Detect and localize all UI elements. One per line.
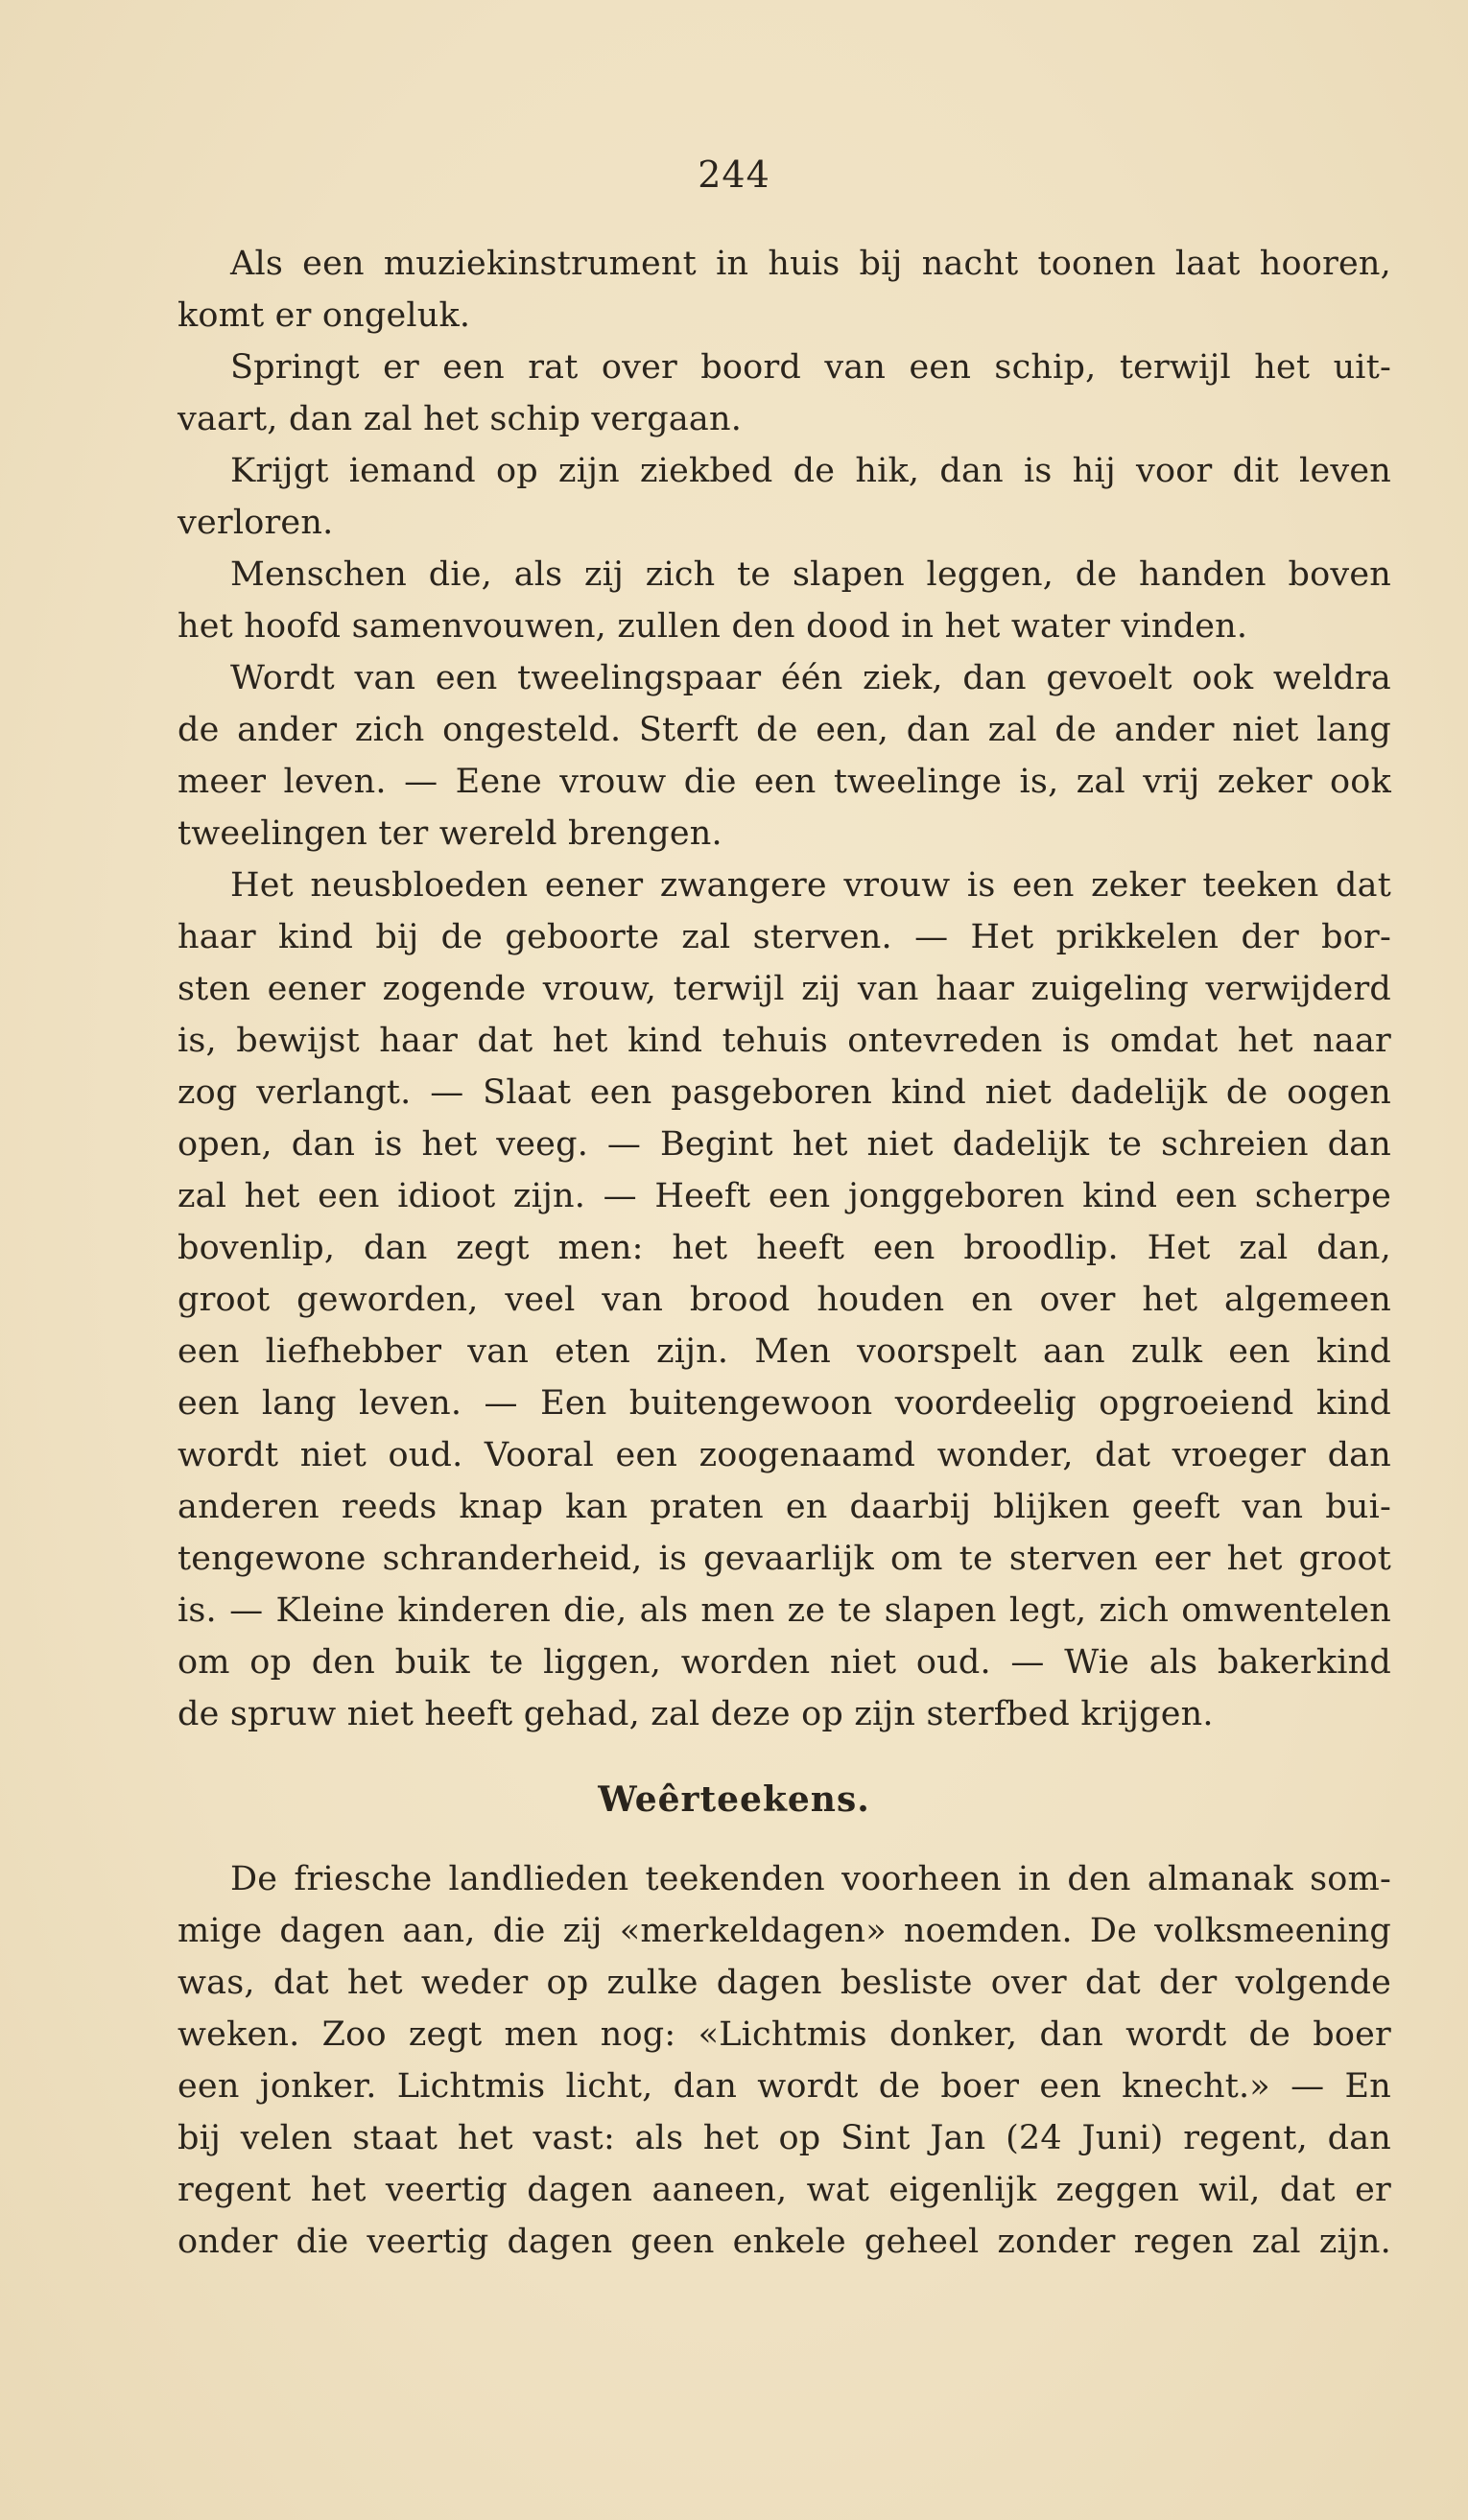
- text-line: een jonker. Lichtmis licht, dan wordt de boer een knecht.» — En: [178, 2067, 1391, 2106]
- text-line: De friesche landlieden teekenden voorheen in den almanak som-: [230, 1860, 1391, 1898]
- body-text-section-2: [178, 1853, 1391, 2268]
- text-line: komt er ongeluk.: [178, 296, 471, 335]
- text-line: regent het veertig dagen aaneen, wat eigenlijk zeggen wil, dat er: [178, 2171, 1391, 2209]
- text-line: groot geworden, veel van brood houden en over het algemeen: [178, 1281, 1391, 1319]
- text-line: tweelingen ter wereld brengen.: [178, 814, 722, 853]
- text-line: is, bewijst haar dat het kind tehuis ontevreden is omdat het naar: [178, 1022, 1391, 1060]
- text-line: zog verlangt. — Slaat een pasgeboren kind niet dadelijk de oogen: [178, 1073, 1391, 1112]
- text-line: meer leven. — Eene vrouw die een tweelinge is, zal vrij zeker ook: [178, 763, 1391, 801]
- text-line: vaart, dan zal het schip vergaan.: [178, 400, 743, 438]
- text-line: tengewone schranderheid, is gevaarlijk om te sterven eer het groot: [178, 1540, 1391, 1578]
- text-line: is. — Kleine kinderen die, als men ze te slapen legt, zich omwentelen: [178, 1591, 1391, 1630]
- text-line: wordt niet oud. Vooral een zoogenaamd wonder, dat vroeger dan: [178, 1436, 1391, 1474]
- text-line: Menschen die, als zij zich te slapen leggen, de handen boven: [230, 555, 1391, 594]
- text-line: de ander zich ongesteld. Sterft de een, dan zal de ander niet lang: [178, 711, 1391, 749]
- body-text-section-1: [178, 238, 1391, 1740]
- text-line: om op den buik te liggen, worden niet oud. — Wie als bakerkind: [178, 1643, 1391, 1682]
- text-line: Het neusbloeden eener zwangere vrouw is een zeker teeken dat: [230, 866, 1391, 905]
- text-line: open, dan is het veeg. — Begint het niet dadelijk te schreien dan: [178, 1125, 1391, 1164]
- section-heading: Weêrteekens.: [598, 1779, 870, 1820]
- text-line: weken. Zoo zegt men nog: «Lichtmis donker, dan wordt de boer: [178, 2015, 1391, 2054]
- text-line: sten eener zogende vrouw, terwijl zij van haar zuigeling verwijderd: [178, 970, 1391, 1008]
- text-line: de spruw niet heeft gehad, zal deze op zijn sterfbed krijgen.: [178, 1695, 1214, 1733]
- text-line: het hoofd samenvouwen, zullen den dood in het water vinden.: [178, 607, 1248, 646]
- text-line: was, dat het weder op zulke dagen besliste over dat der volgende: [178, 1964, 1391, 2002]
- text-line: verloren.: [178, 504, 334, 542]
- page-number: 244: [698, 153, 770, 196]
- text-line: anderen reeds knap kan praten en daarbij blijken geeft van bui-: [178, 1488, 1391, 1526]
- text-line: bij velen staat het vast: als het op Sint Jan (24 Juni) regent, dan: [178, 2119, 1391, 2157]
- text-line: bovenlip, dan zegt men: het heeft een broodlip. Het zal dan,: [178, 1229, 1391, 1267]
- text-line: mige dagen aan, die zij «merkeldagen» noemden. De volksmeening: [178, 1912, 1391, 1950]
- text-line: een lang leven. — Een buitengewoon voordeelig opgroeiend kind: [178, 1384, 1391, 1423]
- text-line: Wordt van een tweelingspaar één ziek, dan gevoelt ook weldra: [230, 659, 1391, 697]
- text-line: onder die veertig dagen geen enkele geheel zonder regen zal zijn.: [178, 2223, 1391, 2261]
- text-line: Als een muziekinstrument in huis bij nacht toonen laat hooren,: [230, 245, 1391, 283]
- text-line: Springt er een rat over boord van een schip, terwijl het uit-: [230, 348, 1391, 387]
- text-line: zal het een idioot zijn. — Heeft een jonggeboren kind een scherpe: [178, 1177, 1391, 1215]
- text-line: haar kind bij de geboorte zal sterven. — Het prikkelen der bor-: [178, 918, 1391, 956]
- text-line: Krijgt iemand op zijn ziekbed de hik, dan is hij voor dit leven: [230, 452, 1391, 490]
- text-line: een liefhebber van eten zijn. Men voorspelt aan zulk een kind: [178, 1332, 1391, 1371]
